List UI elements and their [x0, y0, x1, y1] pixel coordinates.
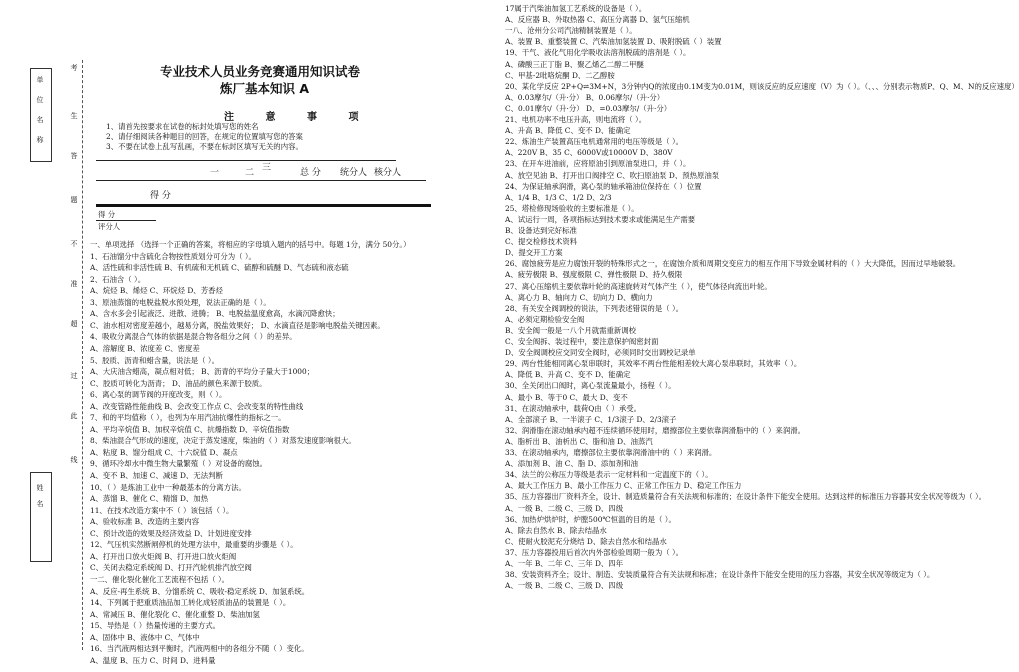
score-defen: 得 分 [150, 191, 171, 201]
question-line: C、安全阀拆、装过程中，要注意保护阀密封面 [505, 337, 659, 346]
question-line: A、放空见油 B、打开出口阀排空 C、吹扫原油泵 D、预热原油泵 [505, 170, 720, 180]
score-header: 核分人 [374, 168, 402, 178]
question-line: A、降低 B、升高 C、变不 D、能确定 [505, 370, 631, 380]
question-line: A、烷烃 B、烯烃 C、环烷烃 D、芳香烃 [90, 286, 223, 296]
question-line: A、温度 B、压力 C、时间 D、进料量 [90, 655, 216, 665]
question-line: 1、石油馏分中含硫化合物按性质划分可分为（ ）。 [90, 251, 256, 261]
seal-char: 超 [70, 320, 78, 328]
question-line: 5、胶质、沥青和蜡含量，说法是（ ）。 [90, 355, 219, 365]
notice-item: 2、请仔细阅读各种题目的回答，在规定的位置填写您的答案 [106, 132, 303, 141]
question-line: A、除去自然水 B、除去结晶水 [505, 525, 607, 535]
question-line: 15、导热是（ ）热量传递的主要方式。 [90, 621, 221, 631]
question-line: A、溶解度 B、浓度差 C、密度差 [90, 343, 200, 353]
question-line: C、0.01摩尔/（升·分） D、=0.03摩尔/（升·分） [505, 103, 672, 113]
question-line: 36、加热炉烘炉时，炉膛500℃恒温的目的是（ ）。 [505, 514, 676, 524]
mini-pingfen: 评分人 [98, 222, 121, 231]
score-header: 三 [262, 163, 272, 173]
seal-char: 线 [70, 456, 78, 464]
question-line: A、粘度 B、馏分组成 C、十六烷值 D、凝点 [90, 447, 238, 457]
question-line: 28、有关安全阀调校的说法，下列表述错误的是（ ）。 [505, 303, 684, 313]
question-line: 8、柴油混合气形成的速度，决定于蒸发速度，柴油的（ ）对蒸发速度影响很大。 [90, 436, 356, 446]
question-line: A、脂析出 B、油析出 C、脂和油 D、油蒸汽 [505, 436, 653, 446]
seal-char: 不 [70, 240, 78, 248]
question-line: A、一级 B、二级 C、三级 D、四级 [505, 581, 624, 591]
seal-dashed-line [82, 60, 83, 650]
question-line: 11、在技术改造方案中不（ ）该包括（ ）。 [90, 505, 234, 515]
question-line: A、一级 B、二级 C、三级 D、四级 [505, 503, 624, 513]
question-line: A、升高 B、降低 C、变不 D、能确定 [505, 126, 631, 136]
seal-char: 生 [70, 112, 78, 120]
question-line: 7、和的平均值称（ ），也列为车用汽油抗爆性的指标之一。 [90, 413, 286, 423]
question-line: 3、原油蒸馏的电脱盐脱水预处理，说法正确的是（ ）。 [90, 297, 271, 307]
notice-item: 1、请首先按要求在试卷的标封处填写您的姓名 [106, 122, 259, 131]
notice-item: 3、不要在试卷上乱写乱画，不要在标封区填写无关的内容。 [106, 142, 303, 151]
question-line: A、装置 B、重整装置 C、汽柴油加氢装置 D、吸附脱硫（ ）装置 [505, 37, 722, 47]
question-line: A、试运行一周，各项指标达到技术要求或能满足生产需要 [505, 214, 696, 224]
question-line: 35、压力容器出厂资料齐全，设计、制造质量符合有关法规和标准的；在设计条件下能安全使用。达到这样的标准压力容器其安全状况等级为（ ）。 [505, 492, 987, 502]
score-header: 统分人 [340, 168, 368, 178]
question-line: A、变不 B、加速 C、减速 D、无法判断 [90, 471, 223, 480]
question-line: A、离心力 B、轴向力 C、切向力 D、横向力 [505, 292, 653, 302]
question-line: 12、气压机实然断闸停机的处理方法中，最重要的步骤是（ ）。 [90, 540, 298, 550]
question-line: A、220V B、35 C、6000V或10000V D、380V [505, 148, 673, 158]
question-line: 22、炼油生产装置高压电机通常用的电压等级是（ ）。 [505, 137, 684, 147]
question-line: A、反应器 B、外取热器 C、高压分离器 D、氢气压缩机 [505, 15, 690, 25]
seal-char: 考 [70, 64, 78, 72]
question-line: A、1/4 B、1/3 C、1/2 D、2/3 [505, 192, 612, 202]
question-line: C、预计改造的效果及经济效益 D、计划进度安排 [90, 528, 252, 538]
unit-label-char: 位 [36, 96, 44, 104]
question-line: 10、（ ）是炼油工业中一种最基本的分离方法。 [90, 482, 246, 492]
question-line: 32、润滑脂在滚动轴承内超不连续循环使用时，磨擦部位主要依靠润滑脂中的（ ）来润滑。 [505, 425, 805, 435]
notice-heading: 注 意 事 项 [224, 112, 373, 123]
question-line: C、使耐火胶泥充分烧结 D、除去自然水和结晶水 [505, 536, 667, 546]
question-line: C、胶质可转化为沥青； D、油品的颜色来源于胶质。 [90, 378, 267, 388]
question-line: 9、循环冷却水中微生物大量繁殖（ ）对设备的腐蚀。 [90, 459, 268, 469]
seal-char: 题 [70, 196, 78, 204]
question-line: 20、某化学反应 2P+Q⇌3M+N，3分钟内Q的浓度由0.1M变为0.01M，则该反应的反应速度（V）为（ ）。（、、、分别表示物质P、Q、M、N的反应速度） [505, 81, 1019, 91]
question-line: 25、塔检修现场验收的主要标准是（ ）。 [505, 203, 639, 213]
question-line: A、平均辛烷值 B、加权辛烷值 C、抗爆指数 D、辛烷值指数 [90, 424, 290, 434]
question-line: 30、全关闭出口阀时，离心泵流量最小，扬程（ ）。 [505, 381, 676, 391]
question-line: 34、法兰的公称压力等级是表示一定材料和一定温度下的（ ）。 [505, 470, 713, 480]
question-line: A、最小 B、等于0 C、最大 D、变不 [505, 392, 628, 402]
unit-label-char: 名 [36, 116, 44, 124]
question-line: 26、腐蚀疲劳是应力腐蚀开裂的特殊形式之一，在腐蚀介质和周期交变应力的相互作用下导致金属材料的（ ）大大降低，因而过早地破裂。 [505, 259, 961, 269]
question-line: 21、电机功率不电压升高，则电流将（ ）。 [505, 115, 647, 124]
question-line: 一二、催化裂化催化工艺流程不包括（ ）。 [90, 574, 230, 584]
question-line: 27、离心压缩机主要依靠叶轮的高速旋转对气体产生（ ），使气体径向流出叶轮。 [505, 281, 772, 291]
question-line: A、活性硫和非活性硫 B、有机硫和无机硫 C、硫醇和硫醚 D、气态硫和液态硫 [90, 263, 349, 273]
question-line: 一八、沧州分公司汽油精制装置是（ ）。 [505, 26, 637, 36]
score-header: 一 [210, 168, 220, 178]
question-line: A、验收标准 B、改造的主要内容 [90, 517, 200, 527]
name-label-char: 名 [36, 500, 44, 508]
score-table-top [96, 160, 396, 161]
question-line: A、大庆油含蜡高，凝点相对低； B、沥青的平均分子量大于1000； [90, 367, 315, 377]
question-line: 31、在滚动轴承中，载荷Q由（ ）承受。 [505, 403, 642, 413]
question-line: A、改变管路性能曲线 B、会改变工作点 C、会改变泵的特性曲线 [90, 401, 304, 411]
question-line: A、添加剂 B、油 C、脂 D、添加剂和油 [505, 459, 638, 469]
question-line: D、提交开工方案 [505, 248, 563, 258]
question-line: A、蒸馏 B、催化 C、精馏 D、加热 [90, 494, 209, 504]
score-table-bottom [96, 204, 431, 207]
name-label-char: 姓 [36, 484, 44, 492]
question-line: 16、当汽液两相达到平衡时，汽液两相中的各组分不随（ ）变化。 [90, 644, 309, 654]
question-line: A、常减压 B、催化裂化 C、催化重整 D、柴油加氢 [90, 609, 260, 619]
question-line: A、全部滚子 B、一半滚子 C、1/3滚子 D、2/3滚子 [505, 414, 677, 424]
question-line: A、一年 B、二年 C、三年 D、四年 [505, 559, 624, 568]
question-line: 6、离心泵的调节阀的开度改变，则（ ）。 [90, 390, 227, 400]
score-header: 二 [245, 168, 255, 178]
question-line: C、提交检修技术资料 [505, 237, 578, 247]
question-line: C、油水相对密度差越小，越易分离，脱盐效果好； D、水滴直径是影响电脱盐关键因素。 [90, 320, 385, 330]
question-line: B、设备达到完好标准 [505, 226, 577, 235]
question-line: D、安全阀调校应交同安全阀时，必须同时交出调校记录单 [505, 348, 696, 358]
unit-label-char: 称 [36, 136, 44, 144]
question-line: 一、单项选择 （选择一个正确的答案，将相应的字母填入题内的括号中。每题 1分，满分 50分。） [90, 240, 411, 249]
question-line: A、固体中 B、液体中 C、气体中 [90, 632, 200, 642]
question-line: A、反应-再生系统 B、分馏系统 C、吸收-稳定系统 D、加氢系统。 [90, 586, 310, 596]
question-line: 19、干气、液化气用化学吸收法溶剂脱硫的溶剂是（ ）。 [505, 48, 691, 58]
mini-score-line [96, 220, 156, 221]
question-line: 38、安装资料齐全；设计、制造、安装质量符合有关法规和标准；在设计条件下能安全使用的压力容器，其安全状况等级定为（ ）。 [505, 570, 935, 580]
question-line: B、安全阀一般是一八个月就需重新调校 [505, 325, 637, 335]
exam-subtitle: 炼厂基本知识 A [220, 81, 310, 96]
question-line: A、磷酸三正丁脂 B、聚乙烯乙二醇二甲醚 [505, 59, 644, 69]
seal-char: 答 [70, 152, 78, 160]
question-line: C、甲基-2吡咯烷酮 D、二乙醇胺 [505, 70, 615, 80]
question-line: 24、为保证轴承润滑，离心泵的轴承箱油位保持在（ ）位置 [505, 181, 702, 191]
score-header: 总 分 [300, 168, 321, 178]
question-line: 2、石油含（ ）。 [90, 274, 146, 284]
question-line: A、打开出口放火炬阀 B、打开进口放火炬阀 [90, 551, 237, 561]
question-line: 4、吸收分离混合气体的依据是混合物各组分之间（ ）的差异。 [90, 332, 297, 342]
question-line: A、最大工作压力 B、最小工作压力 C、正常工作压力 D、稳定工作压力 [505, 481, 742, 491]
question-line: 33、在滚动轴承内，磨擦部位主要依靠润滑油中的（ ）来润滑。 [505, 448, 717, 457]
question-line: 29、两台性能相同离心泵串联时，其效率不两台性能相差较大离心泵串联时，其效率（ ）。 [505, 359, 802, 369]
question-line: 14、下列属于把重质油品加工转化成轻质油品的装置是（ ）。 [90, 598, 291, 608]
seal-char: 过 [70, 372, 78, 380]
exam-title: 专业技术人员业务竞赛通用知识试卷 [160, 64, 361, 79]
question-line: 23、在开车进油前，应将原油引到原油泵进口，并（ ）。 [505, 159, 691, 169]
question-line: A、必须定期检验安全阀 [505, 314, 585, 324]
seal-char: 准 [70, 280, 78, 288]
question-line: C、关闭去稳定系统阀 D、打开汽轮机排汽放空阀 [90, 563, 252, 573]
question-line: A、0.03摩尔/（升·分） B、0.06摩尔/（升·分） [505, 92, 665, 102]
unit-label-char: 单 [36, 76, 44, 84]
question-line: A、含水多会引起液泛、进散、进腾； B、电脱盐温度愈高，水滴沉降愈快； [90, 309, 340, 319]
seal-char: 此 [70, 412, 78, 420]
question-line: 17属于汽柴油加氢工艺系统的设备是（ ）。 [505, 4, 647, 13]
question-line: 37、压力容器投用后首次内外部检验周期一般为（ ）。 [505, 547, 684, 557]
mini-defen: 得 分 [98, 210, 116, 219]
score-table-mid [96, 180, 426, 181]
question-line: A、疲劳极限 B、强度极限 C、弹性极限 D、持久极限 [505, 270, 683, 280]
